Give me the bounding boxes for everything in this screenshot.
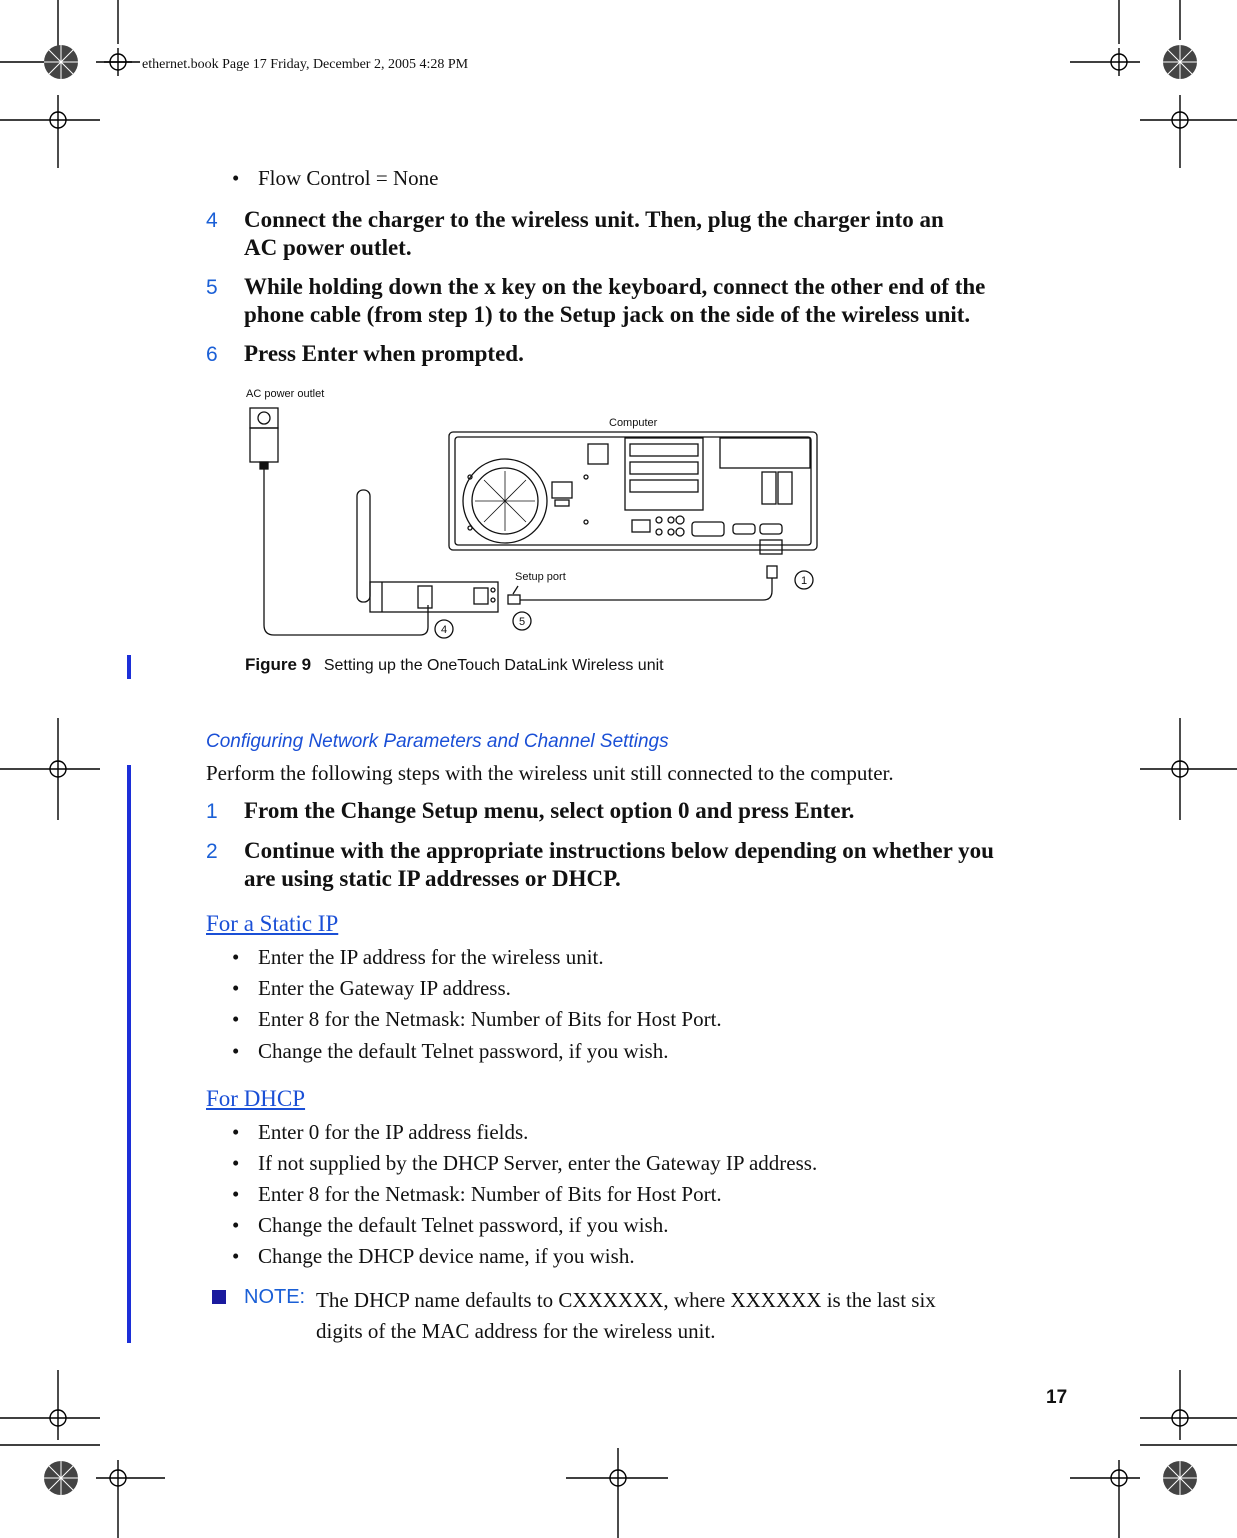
change-bar xyxy=(127,765,131,1343)
computer-label: Computer xyxy=(609,417,658,429)
charger-plug xyxy=(250,408,278,428)
callout-1-label: 1 xyxy=(801,575,808,587)
list-item-text: Enter the Gateway IP address. xyxy=(258,976,511,1000)
list-item: • Enter 8 for the Netmask: Number of Bits for Host Port. xyxy=(232,1007,722,1031)
list-item-text: Enter 8 for the Netmask: Number of Bits for Host Port. xyxy=(258,1182,722,1206)
setup-plug xyxy=(508,595,520,604)
callout-4-label: 4 xyxy=(441,624,448,636)
section-title: Configuring Network Parameters and Channel Settings xyxy=(206,731,669,752)
list-item-text: Enter 8 for the Netmask: Number of Bits for Host Port. xyxy=(258,1007,722,1031)
step-text xyxy=(244,837,994,893)
list-item: • If not supplied by the DHCP Server, enter the Gateway IP address. xyxy=(232,1151,818,1175)
list-item-text: Change the default Telnet password, if you wish. xyxy=(258,1039,669,1063)
flow-control-bullet: • Flow Control = None xyxy=(232,166,439,190)
list-item: • Enter the Gateway IP address. xyxy=(232,976,511,1000)
book-info-header: ethernet.book Page 17 Friday, December 2, 2005 4:28 PM xyxy=(142,57,469,72)
figure-caption xyxy=(245,655,664,675)
list-item-text: Change the DHCP device name, if you wish. xyxy=(258,1244,635,1268)
list-item: • Change the default Telnet password, if you wish. xyxy=(232,1213,669,1237)
page-number: 17 xyxy=(1046,1387,1068,1408)
list-item: • Enter the IP address for the wireless unit. xyxy=(232,945,604,969)
list-item-text: Enter the IP address for the wireless unit. xyxy=(258,945,604,969)
step-text: From the Change Setup menu, select option 0 and press Enter. xyxy=(244,798,855,823)
note-text xyxy=(316,1285,936,1347)
list-item: • Change the default Telnet password, if you wish. xyxy=(232,1039,669,1063)
section-intro: Perform the following steps with the wireless unit still connected to the computer. xyxy=(206,761,894,785)
step-number: 6 xyxy=(206,343,218,366)
step-line: While holding down the x key on the keyboard, connect the other end of the xyxy=(244,274,986,299)
list-item-text: If not supplied by the DHCP Server, enter the Gateway IP address. xyxy=(258,1151,818,1175)
callout-5-label: 5 xyxy=(519,616,526,628)
step-number: 4 xyxy=(206,209,218,232)
step-text xyxy=(244,273,985,329)
step-line: are using static IP addresses or DHCP. xyxy=(244,866,621,891)
note-line: The DHCP name defaults to CXXXXXX, where XXXXXX is the last six xyxy=(316,1288,936,1312)
step-line: phone cable (from step 1) to the Setup jack on the side of the wireless unit. xyxy=(244,302,971,327)
note-square-icon xyxy=(212,1290,226,1304)
step-number: 5 xyxy=(206,276,218,299)
list-item: • Change the DHCP device name, if you wish. xyxy=(232,1244,635,1268)
ac-outlet-label: AC power outlet xyxy=(246,388,325,400)
step-number: 2 xyxy=(206,840,218,863)
list-item-text: Change the default Telnet password, if you wish. xyxy=(258,1213,669,1237)
bullet-text: Flow Control = None xyxy=(258,166,439,190)
step-text: Press Enter when prompted. xyxy=(244,341,524,366)
change-bar xyxy=(127,655,131,679)
list-item: • Enter 0 for the IP address fields. xyxy=(232,1120,529,1144)
step-line: Connect the charger to the wireless unit. Then, plug the charger into an xyxy=(244,207,944,232)
dhcp-heading[interactable]: For DHCP xyxy=(206,1086,306,1111)
figure-caption-label: Figure 9 xyxy=(245,655,312,674)
setup-port-label: Setup port xyxy=(515,571,566,583)
step-line: Continue with the appropriate instructions below depending on whether you xyxy=(244,838,994,863)
antenna xyxy=(357,490,370,602)
wireless-unit xyxy=(370,582,498,612)
list-item-text: Enter 0 for the IP address fields. xyxy=(258,1120,529,1144)
list-item: • Enter 8 for the Netmask: Number of Bits for Host Port. xyxy=(232,1182,722,1206)
step-number: 1 xyxy=(206,800,218,823)
static-ip-heading[interactable]: For a Static IP xyxy=(206,911,339,936)
step-text xyxy=(244,206,944,262)
step-line: AC power outlet. xyxy=(244,235,412,260)
note-line: digits of the MAC address for the wireless unit. xyxy=(316,1319,716,1343)
phone-jack-plug xyxy=(767,566,777,578)
setup-diagram xyxy=(230,380,830,645)
figure-caption-text: Setting up the OneTouch DataLink Wireless unit xyxy=(323,657,664,674)
note-label: NOTE: xyxy=(244,1286,306,1308)
charger-cable xyxy=(264,469,428,635)
